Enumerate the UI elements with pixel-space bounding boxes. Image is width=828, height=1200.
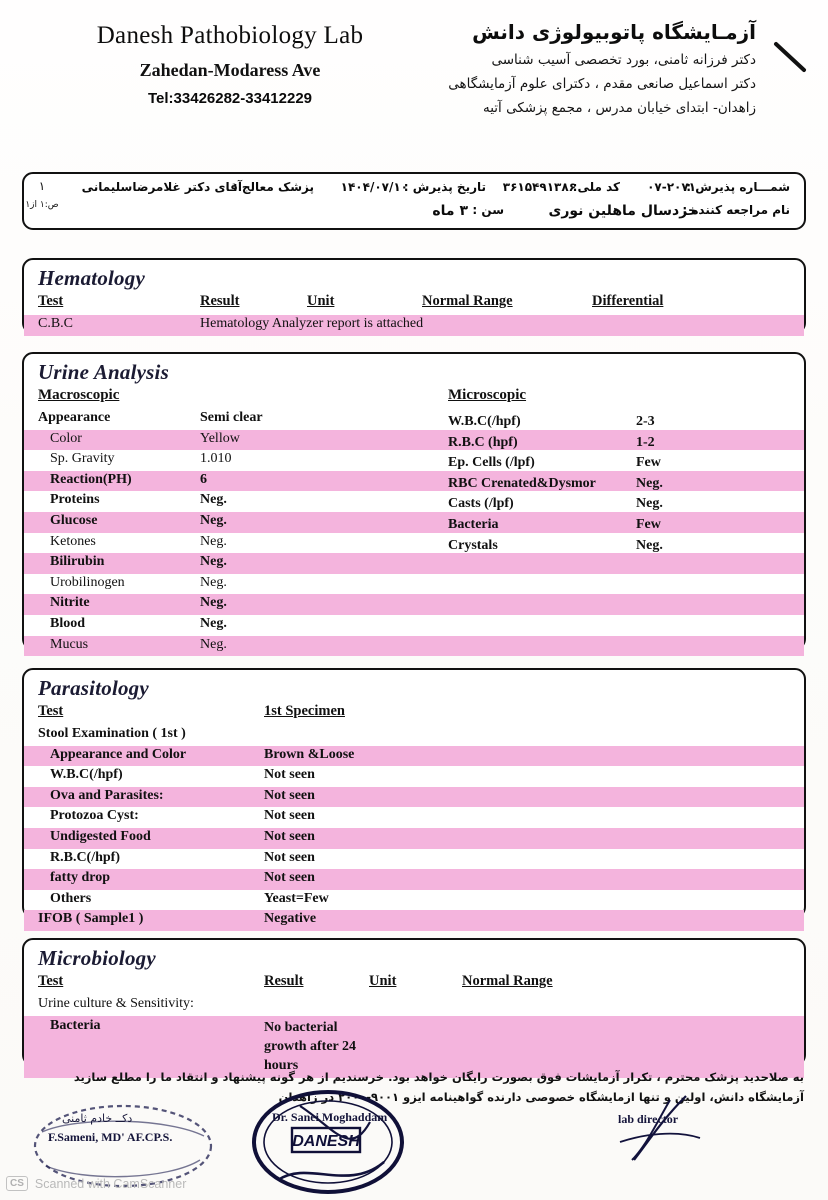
table-row bbox=[24, 475, 808, 496]
doctor-credential-line-2: دکتر اسماعیل صانعی مقدم ، دکترای علوم آزمایشگاهی bbox=[448, 76, 756, 92]
row-result-value: Not seen bbox=[264, 828, 315, 844]
hematology-rows bbox=[24, 315, 804, 336]
table-row bbox=[24, 594, 804, 615]
patient-age-label: سن : bbox=[472, 203, 504, 217]
table-row bbox=[24, 910, 804, 931]
signature-right-role: lab director bbox=[618, 1112, 679, 1126]
result-line-3: hours bbox=[264, 1057, 299, 1073]
macroscopic-header: Macroscopic bbox=[38, 387, 120, 403]
row-test-name: Nitrite bbox=[50, 595, 90, 611]
row-result-value: Neg. bbox=[636, 537, 663, 553]
page-of-total: ص:۱ از۱ bbox=[25, 200, 59, 210]
lab-address-persian: زاهدان- ابتدای خیابان مدرس ، مجمع پزشکی آتیه bbox=[482, 100, 756, 116]
row-result-value: Neg. bbox=[200, 615, 227, 631]
national-id-label: کد ملی: bbox=[572, 180, 620, 194]
page-indicator bbox=[22, 179, 62, 210]
table-row bbox=[24, 787, 804, 808]
urine-microscopic-rows bbox=[24, 413, 808, 557]
row-test-name: W.B.C(/hpf) bbox=[448, 414, 521, 429]
urine-analysis-section bbox=[22, 352, 806, 650]
col-result: Result bbox=[264, 973, 304, 989]
signature-scribble-right bbox=[590, 1090, 710, 1164]
parasitology-rows bbox=[24, 725, 804, 931]
lab-address-english: Zahedan-Modaress Ave bbox=[139, 60, 321, 80]
row-test-name: R.B.C(/hpf) bbox=[50, 849, 121, 865]
patient-name-label: نام مراجعه کننده : bbox=[682, 203, 790, 217]
row-test-name: IFOB ( Sample1 ) bbox=[38, 911, 144, 927]
col-unit: Unit bbox=[307, 293, 335, 309]
table-row bbox=[24, 995, 804, 1016]
row-test-name: Blood bbox=[50, 615, 86, 631]
row-result-value: Not seen bbox=[264, 787, 315, 803]
row-test-name: Ketones bbox=[50, 533, 96, 549]
row-result-value: 6 bbox=[200, 471, 207, 487]
signature-middle-english: Dr. Sanei Moghaddam bbox=[272, 1110, 388, 1124]
attending-doctor-value: آقای دکتر غلامرضاسلیمانی bbox=[81, 180, 242, 194]
camscanner-badge-icon: CS bbox=[6, 1176, 28, 1191]
row-test-name: Mucus bbox=[50, 636, 89, 652]
col-test: Test bbox=[38, 293, 64, 309]
header-english-block bbox=[40, 22, 420, 107]
microbiology-column-headers bbox=[24, 973, 804, 995]
admission-no-value: ۰۷-۲۰۷۱ bbox=[647, 180, 696, 194]
row-test-name: R.B.C (hpf) bbox=[448, 434, 518, 450]
table-row bbox=[24, 516, 808, 537]
table-row bbox=[24, 615, 804, 636]
table-row bbox=[24, 454, 808, 475]
row-test-name: Crystals bbox=[448, 537, 498, 553]
row-test-name: Casts (/lpf) bbox=[448, 496, 514, 512]
row-result-value: Neg. bbox=[200, 595, 227, 611]
attending-doctor-label: پزشک معالج : bbox=[232, 180, 314, 194]
row-result-value: 1.010 bbox=[200, 451, 232, 467]
row-test-name: Sp. Gravity bbox=[50, 451, 115, 467]
row-test-name: Ova and Parasites: bbox=[50, 787, 164, 803]
table-row bbox=[24, 413, 808, 434]
table-row bbox=[24, 315, 804, 336]
lab-telephone: Tel:33426282-33412229 bbox=[147, 90, 313, 107]
urine-analysis-title: Urine Analysis bbox=[38, 360, 169, 384]
admission-no-label: شمـــاره پذیرش : bbox=[686, 180, 790, 194]
row-result-value: Neg. bbox=[636, 496, 663, 512]
lab-name-english: Danesh Pathobiology Lab bbox=[96, 22, 364, 49]
header-persian-block bbox=[376, 20, 756, 116]
microbiology-title: Microbiology bbox=[38, 946, 156, 970]
table-row bbox=[24, 725, 804, 746]
col-normal-range: Normal Range bbox=[462, 973, 553, 989]
stamp-middle-danesh bbox=[238, 1088, 418, 1196]
patient-info-bar bbox=[22, 172, 806, 230]
row-result-value: 2-3 bbox=[636, 414, 655, 429]
row-result-value: Negative bbox=[264, 911, 317, 927]
stamp-label: DANESH bbox=[292, 1133, 360, 1150]
row-test-name: Ep. Cells (/lpf) bbox=[448, 455, 535, 471]
col-test: Test bbox=[38, 703, 64, 719]
admission-date-label: تاریخ پذیرش : bbox=[403, 180, 486, 194]
row-result-value: Neg. bbox=[200, 512, 227, 528]
row-result-value: Yeast=Few bbox=[264, 890, 329, 906]
col-differential: Differential bbox=[592, 293, 664, 309]
parasitology-title: Parasitology bbox=[38, 676, 149, 700]
footer-note-line-1: به صلاحدید پزشک محترم ، تکرار آزمایشات فوق بصورت رایگان خواهد بود. خرسندیم از هر گونه پیشنهاد و انتقاد ما را مطلع سازید bbox=[73, 1070, 804, 1084]
result-line-2: growth after 24 bbox=[264, 1038, 357, 1054]
table-row bbox=[24, 434, 808, 455]
row-result-value: Neg. bbox=[200, 574, 227, 590]
admission-date-value: ۱۴۰۴/۰۷/۱۰ bbox=[340, 180, 408, 194]
table-row bbox=[24, 869, 804, 890]
microbiology-subtitle: Urine culture & Sensitivity: bbox=[38, 996, 194, 1011]
table-row bbox=[24, 849, 804, 870]
row-test-name: Proteins bbox=[50, 492, 100, 508]
row-test-name: Stool Examination ( 1st ) bbox=[38, 726, 186, 741]
row-test-name: Glucose bbox=[50, 512, 98, 528]
row-result-value: Semi clear bbox=[200, 410, 263, 425]
signature-left-persian: دکــ خادم ثامنی bbox=[62, 1112, 133, 1125]
hematology-section bbox=[22, 258, 806, 334]
row-result-value: Neg. bbox=[200, 533, 227, 549]
row-result-value: Neg. bbox=[200, 554, 227, 570]
row-result-value: Few bbox=[636, 516, 661, 532]
table-row bbox=[24, 746, 804, 767]
microscopic-header: Microscopic bbox=[448, 387, 527, 403]
parasitology-section bbox=[22, 668, 806, 927]
hematology-column-headers bbox=[24, 293, 804, 315]
row-result-value: Neg. bbox=[200, 636, 227, 652]
report-header bbox=[0, 14, 828, 154]
row-result-value: 1-2 bbox=[636, 434, 655, 450]
diagonal-stroke-logo-icon bbox=[770, 36, 816, 82]
row-result-value: Not seen bbox=[264, 870, 315, 886]
col-test: Test bbox=[38, 973, 64, 989]
row-result-value: Yellow bbox=[200, 430, 240, 446]
footer-note-line-2: آزمایشگاه دانش، اولین و تنها ازمایشگاه خصوصی دارنده گواهینامه ایزو ۹۰۰۱-۲۰۰۰ در زاهدان bbox=[278, 1090, 804, 1104]
camscanner-watermark bbox=[6, 1176, 186, 1191]
table-row bbox=[24, 537, 808, 558]
col-normal-range: Normal Range bbox=[422, 293, 513, 309]
table-row bbox=[24, 890, 804, 911]
signature-left-english: F.Sameni, MD' AF.CP.S. bbox=[48, 1130, 173, 1144]
microbiology-section bbox=[22, 938, 806, 1073]
col-result: Result bbox=[200, 293, 240, 309]
doctor-credential-line-1: دکتر فرزانه ثامنی، بورد تخصصی آسیب شناسی bbox=[491, 52, 756, 68]
row-result-value: Few bbox=[636, 455, 661, 471]
row-result-value: Brown &Loose bbox=[264, 746, 355, 762]
col-first-specimen: 1st Specimen bbox=[264, 703, 345, 719]
row-test-name: Color bbox=[50, 430, 82, 446]
table-row bbox=[24, 574, 804, 595]
row-result-value: Neg. bbox=[636, 475, 663, 491]
row-test-name: Appearance and Color bbox=[50, 746, 187, 762]
row-test-name: Bacteria bbox=[448, 516, 499, 532]
camscanner-text: Scanned with CamScanner bbox=[34, 1176, 187, 1191]
lab-name-persian: آزمـایشگاه پاتوبیولوژی دانش bbox=[472, 20, 756, 44]
row-test-name: RBC Crenated&Dysmor bbox=[448, 475, 596, 491]
row-result-value: Not seen bbox=[264, 808, 315, 824]
row-test-name: Appearance bbox=[38, 410, 111, 425]
page-number: ۱ bbox=[38, 179, 46, 193]
row-result-value: Not seen bbox=[264, 767, 315, 783]
table-row bbox=[24, 636, 804, 657]
row-test-name: fatty drop bbox=[50, 870, 111, 886]
table-row bbox=[24, 766, 804, 787]
row-result-value: Hematology Analyzer report is attached bbox=[200, 316, 424, 331]
row-test-name: W.B.C(/hpf) bbox=[50, 767, 123, 783]
parasitology-column-headers bbox=[24, 703, 804, 725]
table-row bbox=[24, 828, 804, 849]
row-test-name: Others bbox=[50, 890, 92, 906]
row-test-name: Bacteria bbox=[50, 1017, 101, 1033]
result-line-1: No bacterial bbox=[264, 1019, 338, 1035]
patient-age-value: ۳ ماه bbox=[432, 203, 468, 219]
row-test-name: Bilirubin bbox=[50, 554, 105, 570]
national-id-value: ۳۶۱۵۴۹۱۳۸۶ bbox=[502, 180, 576, 194]
row-test-name: Protozoa Cyst: bbox=[50, 808, 139, 824]
hematology-title: Hematology bbox=[38, 266, 145, 290]
row-result-value: Neg. bbox=[200, 492, 227, 508]
row-test-name: Reaction(PH) bbox=[50, 471, 132, 487]
row-test-name: Undigested Food bbox=[50, 828, 151, 844]
col-unit: Unit bbox=[369, 973, 397, 989]
table-row bbox=[24, 495, 808, 516]
row-result-value: Not seen bbox=[264, 849, 315, 865]
row-test-name: Urobilinogen bbox=[50, 574, 125, 590]
table-row bbox=[24, 807, 804, 828]
row-test-name: C.B.C bbox=[38, 316, 74, 331]
patient-name-value: خردسال ماهلین نوری bbox=[548, 203, 698, 219]
